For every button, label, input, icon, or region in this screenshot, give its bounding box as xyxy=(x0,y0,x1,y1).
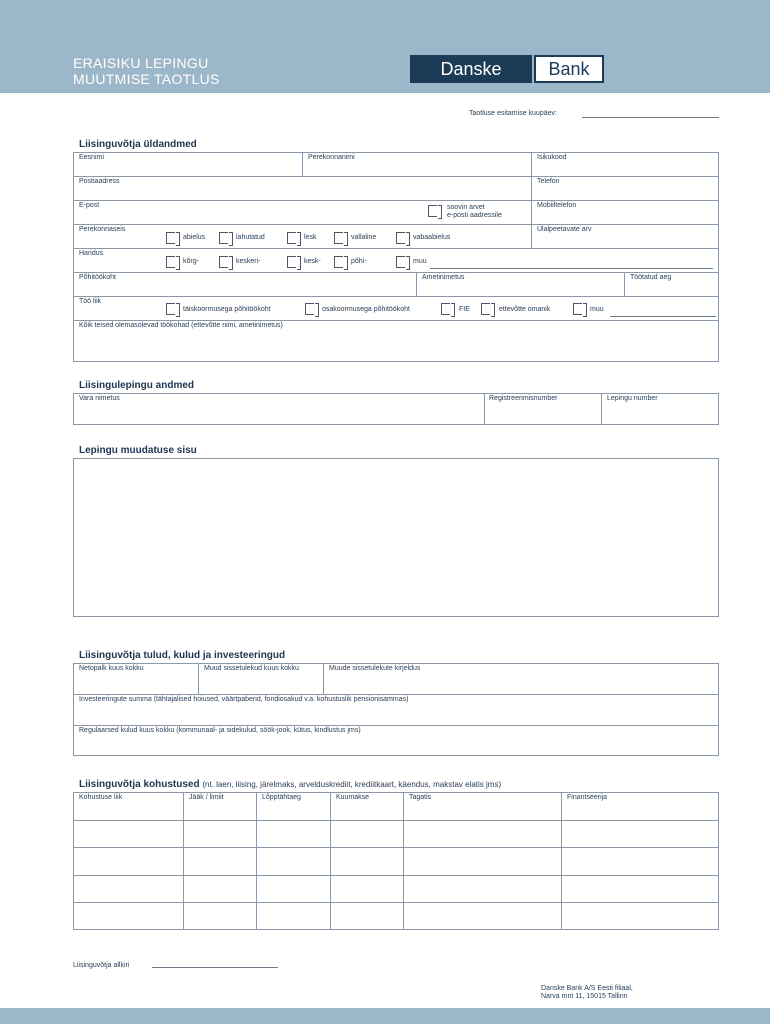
marital-status-label: Perekonnaseis xyxy=(79,226,126,233)
footer-address-line2: Narva mnt 11, 15015 Tallinn xyxy=(541,993,628,1000)
col-divider xyxy=(256,792,257,930)
education-option-checkbox[interactable] xyxy=(166,256,175,268)
marital-option-label: abielus xyxy=(183,234,206,241)
marital-option-checkbox[interactable] xyxy=(166,232,175,244)
row-divider xyxy=(73,694,719,695)
col-divider xyxy=(416,272,417,296)
work-type-option-label: täiskoormusega põhitöökoht xyxy=(183,306,271,313)
row-divider xyxy=(73,224,719,225)
form-title-line-2: MUUTMISE TAOTLUS xyxy=(73,71,220,87)
mobile-label: Mobiiltelefon xyxy=(537,202,577,209)
other-jobs-label: Kõik teised olemasolevad töökohad (ettevõtte nimi, ametinimetus) xyxy=(79,322,283,329)
col-divider xyxy=(323,663,324,694)
date-input[interactable] xyxy=(582,117,719,118)
table-row xyxy=(73,902,719,903)
education-option-checkbox[interactable] xyxy=(334,256,343,268)
logo-part-bank: Bank xyxy=(534,55,604,83)
work-type-checkbox[interactable] xyxy=(441,303,450,315)
form-title xyxy=(73,55,313,87)
education-label: Haridus xyxy=(79,250,104,257)
liabilities-table xyxy=(73,792,719,930)
email-invoice-label-line1: soovin arvet xyxy=(447,204,485,211)
column-header-end-date: Lõpptähtaeg xyxy=(262,794,301,801)
work-type-checkbox[interactable] xyxy=(166,303,175,315)
last-name-label: Perekonnanimi xyxy=(308,154,355,161)
marital-option-label: vallaline xyxy=(351,234,377,241)
work-type-option-label: muu xyxy=(590,306,604,313)
section-title-liabilities xyxy=(79,779,501,790)
net-salary-label: Netopalk kuus kokku xyxy=(79,665,144,672)
marital-option-label: lahutatud xyxy=(236,234,265,241)
personal-code-label: Isikukood xyxy=(537,154,567,161)
email-invoice-checkbox[interactable] xyxy=(428,205,437,217)
investments-label: Investeeringute summa (tähtajalised hoiused, väärtpaberid, fondiosakud v.a. kohustuslik pensionisammas) xyxy=(79,696,409,703)
marital-option-checkbox[interactable] xyxy=(396,232,405,244)
address-label: Postiaadress xyxy=(79,178,120,185)
asset-name-label: Vara nimetus xyxy=(79,395,120,402)
marital-option-label: vabaabielus xyxy=(413,234,451,241)
marital-option-checkbox[interactable] xyxy=(287,232,296,244)
reg-number-label: Registreerimisnumber xyxy=(489,395,558,402)
marital-option-checkbox[interactable] xyxy=(334,232,343,244)
row-divider xyxy=(73,248,719,249)
col-divider xyxy=(561,792,562,930)
table-row xyxy=(73,820,719,821)
col-divider xyxy=(601,393,602,425)
other-income-label: Muud sissetulekud kuus kokku xyxy=(204,665,299,672)
education-option-label: kesk- xyxy=(304,258,321,265)
col-divider xyxy=(302,152,303,176)
work-type-option-label: ettevõtte omanik xyxy=(499,306,551,313)
col-divider xyxy=(624,272,625,296)
education-option-checkbox[interactable] xyxy=(396,256,405,268)
section-title-general: Liisinguvõtja üldandmed xyxy=(79,139,197,150)
col-divider xyxy=(403,792,404,930)
income-data-box xyxy=(73,663,719,756)
regular-expenses-label: Regulaarsed kulud kuus kokku (kommunaal- ja sidekulud, söök-jook, kütus, kindlustus jms) xyxy=(79,727,361,734)
section-title-income: Liisinguvõtja tulud, kulud ja investeeringud xyxy=(79,650,286,661)
other-income-desc-label: Muude sissetulekute kirjeldus xyxy=(329,665,421,672)
contract-number-label: Lepingu number xyxy=(607,395,658,402)
phone-label: Telefon xyxy=(537,178,560,185)
liabilities-title: Liisinguvõtja kohustused xyxy=(79,779,200,790)
marital-option-checkbox[interactable] xyxy=(219,232,228,244)
work-type-option-label: osakoormusega põhitöökoht xyxy=(322,306,410,313)
work-type-label: Töö liik xyxy=(79,298,102,305)
column-header-collateral: Tagatis xyxy=(409,794,432,801)
col-divider xyxy=(330,792,331,930)
footer-band xyxy=(0,1008,770,1024)
signature-label: Liisinguvõtja allkiri xyxy=(73,962,130,969)
column-header-financier: Finantseerija xyxy=(567,794,608,801)
education-option-checkbox[interactable] xyxy=(287,256,296,268)
education-option-label: kõrg- xyxy=(183,258,199,265)
danske-bank-logo xyxy=(410,55,604,83)
main-job-label: Põhitöökoht xyxy=(79,274,116,281)
column-header-monthly-payment: Kuumakse xyxy=(336,794,370,801)
section-title-lease: Liisingulepingu andmed xyxy=(79,380,194,391)
row-divider xyxy=(73,272,719,273)
position-label: Ametinimetus xyxy=(422,274,465,281)
row-divider xyxy=(73,200,719,201)
email-invoice-label-line2: e-posti aadressile xyxy=(447,212,502,219)
education-option-checkbox[interactable] xyxy=(219,256,228,268)
logo-part-danske: Danske xyxy=(410,55,532,83)
section-title-change: Lepingu muudatuse sisu xyxy=(79,445,197,456)
education-option-label: muu xyxy=(413,258,427,265)
col-divider xyxy=(198,663,199,694)
education-option-label: keskeri- xyxy=(236,258,261,265)
work-type-option-label: FIE xyxy=(459,306,470,313)
col-divider xyxy=(531,152,532,248)
col-divider xyxy=(484,393,485,425)
work-type-checkbox[interactable] xyxy=(573,303,582,315)
liabilities-note: (nt. laen, liising, järelmaks, arvelduskrediit, krediitkaart, käendus, makstav elatis jms) xyxy=(202,780,502,789)
education-option-label: põhi- xyxy=(351,258,367,265)
form-title-line-1: ERAISIKU LEPINGU xyxy=(73,55,209,71)
date-label: Taotluse esitamise kuupäev: xyxy=(469,110,557,117)
table-row xyxy=(73,847,719,848)
signature-input[interactable] xyxy=(152,967,278,968)
col-divider xyxy=(183,792,184,930)
change-content-input[interactable] xyxy=(73,458,719,617)
column-header-balance: Jääk / limiit xyxy=(189,794,224,801)
row-divider xyxy=(73,725,719,726)
row-divider xyxy=(73,176,719,177)
work-type-other-input[interactable] xyxy=(610,316,716,317)
marital-option-label: lesk xyxy=(304,234,317,241)
table-row xyxy=(73,875,719,876)
education-other-input[interactable] xyxy=(430,268,713,269)
work-type-checkbox[interactable] xyxy=(481,303,490,315)
footer-address-line1: Danske Bank A/S Eesti filiaal, xyxy=(541,985,633,992)
row-divider xyxy=(73,296,719,297)
first-name-label: Eesnimi xyxy=(79,154,104,161)
row-divider xyxy=(73,320,719,321)
work-type-checkbox[interactable] xyxy=(305,303,314,315)
dependents-label: Ülalpeetavate arv xyxy=(537,226,592,233)
email-label: E-post xyxy=(79,202,100,209)
column-header-type: Kohustuse liik xyxy=(79,794,123,801)
work-time-label: Töötatud aeg xyxy=(630,274,672,281)
